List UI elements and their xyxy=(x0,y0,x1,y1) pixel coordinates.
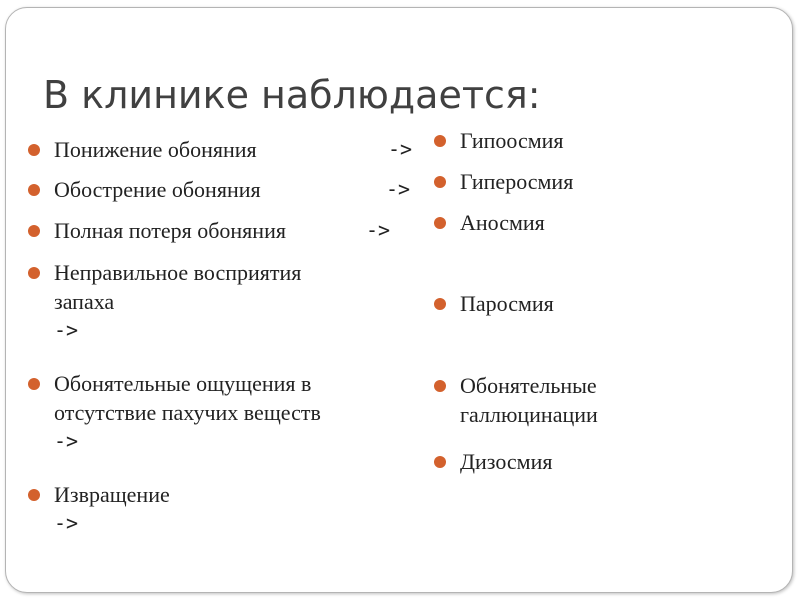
list-item xyxy=(460,289,760,318)
bullet-icon xyxy=(434,380,446,392)
term-text: Аносмия xyxy=(460,210,545,235)
bullet-icon xyxy=(434,176,446,188)
term-text: Дизосмия xyxy=(460,449,553,474)
symptom-text: Понижение обоняния xyxy=(54,137,257,162)
symptom-text: Неправильное восприятия xyxy=(54,260,302,285)
list-item xyxy=(54,175,424,204)
arrow-icon: -> xyxy=(54,511,79,535)
arrow-icon: -> xyxy=(366,218,391,242)
slide-title: В клинике наблюдается: xyxy=(43,73,541,117)
list-item xyxy=(460,126,760,155)
list-item xyxy=(54,480,424,538)
symptom-text: Обострение обоняния xyxy=(54,177,261,202)
symptom-text: Извращение xyxy=(54,482,170,507)
arrow-icon: -> xyxy=(386,177,411,201)
bullet-icon xyxy=(434,456,446,468)
list-item xyxy=(54,216,424,245)
bullet-icon xyxy=(28,378,40,390)
arrow-icon: -> xyxy=(54,429,79,453)
term-text: Гиперосмия xyxy=(460,169,574,194)
list-item xyxy=(54,369,424,456)
bullet-icon xyxy=(28,144,40,156)
symptom-text: запаха xyxy=(54,289,115,314)
list-item xyxy=(54,135,424,164)
term-text: галлюцинации xyxy=(460,402,598,427)
bullet-icon xyxy=(434,298,446,310)
symptom-text: Обонятельные ощущения в xyxy=(54,371,312,396)
bullet-icon xyxy=(434,217,446,229)
list-item xyxy=(460,447,760,476)
arrow-icon: -> xyxy=(54,318,79,342)
bullet-icon xyxy=(28,225,40,237)
symptom-text: отсутствие пахучих веществ xyxy=(54,400,321,425)
symptom-text: Полная потеря обоняния xyxy=(54,218,286,243)
term-text: Гипоосмия xyxy=(460,128,564,153)
bullet-icon xyxy=(28,489,40,501)
list-item xyxy=(460,167,760,196)
term-text: Паросмия xyxy=(460,291,554,316)
bullet-icon xyxy=(28,184,40,196)
arrow-icon: -> xyxy=(388,137,413,161)
bullet-icon xyxy=(434,135,446,147)
bullet-icon xyxy=(28,267,40,279)
list-item xyxy=(460,208,760,237)
term-text: Обонятельные xyxy=(460,373,597,398)
list-item xyxy=(460,371,760,429)
list-item xyxy=(54,258,424,345)
